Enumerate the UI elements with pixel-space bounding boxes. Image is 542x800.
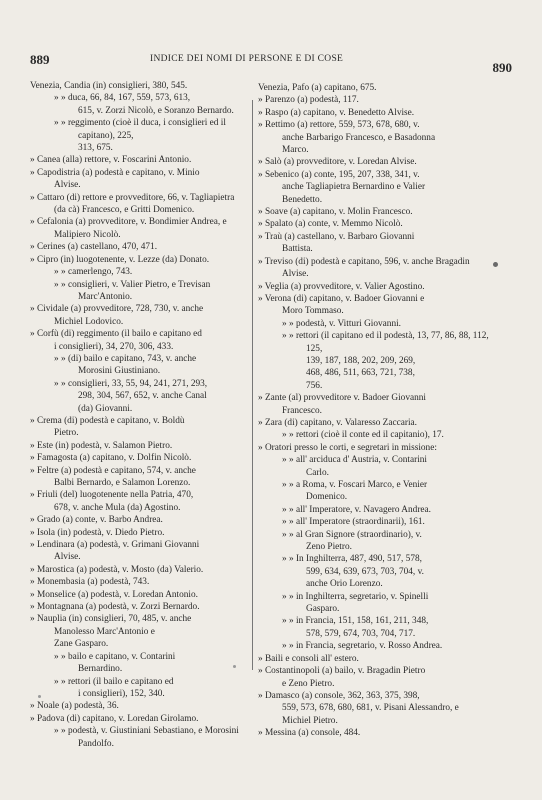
index-entry: » » reggimento (cioè il duca, i consiglieri ed il capitano), 225, 313, 675. <box>54 118 226 154</box>
index-entry: » Damasco (a) console, 362, 363, 375, 398, 559, 573, 678, 680, 681, v. Pisani Alessandro, e Michiel Pietro. <box>258 690 459 726</box>
index-entry: » » all' Imperatore (straordinarii), 161. <box>282 517 425 528</box>
index-entry: » Este (in) podestà, v. Salamon Pietro. <box>30 440 173 451</box>
index-entry: » Cipro (in) luogotenente, v. Lezze (da) Donato. <box>30 254 210 265</box>
index-entry: » Montagnana (a) podestà, v. Zorzi Bernardo. <box>30 602 200 613</box>
paper-speck <box>38 695 41 698</box>
index-entry: » » in Inghilterra, segretario, v. Spinelli Gasparo. <box>282 591 429 615</box>
index-entry: » Raspo (a) capitano, v. Benedetto Alvise. <box>258 107 415 118</box>
index-entry: » Padova (di) capitano, v. Loredan Girolamo. <box>30 713 199 724</box>
index-entry: » » in Francia, segretario, v. Rosso Andrea. <box>282 641 443 652</box>
page-number-right: 890 <box>492 60 512 75</box>
page-header <box>30 52 512 75</box>
index-entry: Venezia, Candia (in) consiglieri, 380, 545. <box>30 81 188 91</box>
index-entry: » Zara (di) capitano, v. Valaresso Zaccaria. <box>258 417 417 428</box>
index-entry: » Friuli (del) luogotenente nella Patria, 470, 678, v. anche Mula (da) Agostino. <box>30 490 194 513</box>
column-divider <box>252 100 253 670</box>
index-entry: » » a Roma, v. Foscari Marco, e Venier Domenico. <box>282 480 428 503</box>
index-entry: » » al Gran Signore (straordinario), v. Zeno Pietro. <box>282 529 422 553</box>
index-entry: » Nauplia (in) consiglieri, 70, 485, v. anche Manolesso Marc'Antonio e Zane Gasparo. <box>30 614 192 650</box>
index-entry: » Rettimo (a) rettore, 559, 573, 678, 680, v. anche Barbarigo Francesco, e Basadonna Marco. <box>258 120 436 156</box>
index-entry: » Spalato (a) conte, v. Memmo Nicolò. <box>258 219 403 230</box>
paper-speck <box>233 665 236 668</box>
index-entry: » Capodistria (a) podestà e capitano, v. Minio Alvise. <box>30 167 200 191</box>
index-entry: » Grado (a) conte, v. Barbo Andrea. <box>30 515 163 526</box>
index-entry: » » consiglieri, 33, 55, 94, 241, 271, 293, 298, 304, 567, 652, v. anche Canal (da) Giovanni. <box>54 378 208 414</box>
index-entry: » Noale (a) podestà, 36. <box>30 701 119 712</box>
index-entry: » » In Inghilterra, 487, 490, 517, 578, 599, 634, 639, 673, 703, 704, v. anche Orio Lorenzo. <box>282 554 424 590</box>
index-entry: » Feltre (a) podestà e capitano, 574, v. anche Balbi Bernardo, e Salamon Lorenzo. <box>30 465 196 488</box>
index-entry: » Oratori presso le corti, e segretari in missione: <box>258 442 437 453</box>
index-entry: » Zante (al) provveditore v. Badoer Giovanni Francesco. <box>258 393 426 416</box>
index-entry: » Cividale (a) provveditore, 728, 730, v. anche Michiel Lodovico. <box>30 304 204 327</box>
index-entry: » » podestà, v. Giustiniani Sebastiano, e Morosini Pandolfo. <box>54 726 239 749</box>
index-entry: Venezia, Pafo (a) capitano, 675. <box>258 83 377 93</box>
right-column <box>258 82 490 740</box>
index-entry: » » podestà, v. Vitturi Giovanni. <box>282 318 401 329</box>
index-entry: » Traù (a) castellano, v. Barbaro Giovanni Battista. <box>258 231 415 255</box>
index-entry: » Corfù (di) reggimento (il bailo e capitano ed i consiglieri), 34, 270, 306, 433. <box>30 329 202 352</box>
index-entry: » » all' Imperatore, v. Navagero Andrea. <box>282 504 431 515</box>
ink-spot <box>493 262 498 267</box>
index-entry: » Sebenico (a) conte, 195, 207, 338, 341, v. anche Tagliapietra Bernardino e Valier Benedetto. <box>258 169 426 205</box>
index-entry: » Monembasia (a) podestà, 743. <box>30 577 150 588</box>
index-entry: » » rettori (il bailo e capitano ed i consiglieri), 152, 340. <box>54 676 174 699</box>
index-entry: » » rettori (il capitano ed il podestà, 13, 77, 86, 88, 112, 125, 139, 187, 188, 202, 209, 269, 468, 486, 511, 663, 721, 738, 756. <box>282 331 489 391</box>
index-entry: » Costantinopoli (a) bailo, v. Bragadin Pietro e Zeno Pietro. <box>258 666 426 689</box>
index-entry: » » bailo e capitano, v. Contarini Bernardino. <box>54 651 176 675</box>
index-entry: » Messina (a) console, 484. <box>258 728 361 739</box>
index-entry: » Canea (alla) rettore, v. Foscarini Antonio. <box>30 155 192 166</box>
index-entry: » » consiglieri, v. Valier Pietro, e Trevisan Marc'Antonio. <box>54 279 211 302</box>
index-entry: » » camerlengo, 743. <box>54 267 133 278</box>
left-column <box>30 80 248 750</box>
index-entry: » » all' arciduca d' Austria, v. Contarini Carlo. <box>282 455 428 478</box>
index-entry: » Lendinara (a) podestà, v. Grimani Giovanni Alvise. <box>30 540 200 563</box>
index-entry: » Famagosta (a) capitano, v. Dolfin Nicolò. <box>30 453 192 464</box>
page-number-left: 889 <box>30 52 50 67</box>
index-entry: » Treviso (di) podestà e capitano, 596, v. anche Bragadin Alvise. <box>258 256 470 280</box>
index-entry: » Verona (di) capitano, v. Badoer Giovanni e Moro Tommaso. <box>258 293 425 317</box>
index-entry: » » rettori (cioè il conte ed il capitanio), 17. <box>282 430 444 441</box>
index-entry: » Soave (a) capitano, v. Molin Francesco. <box>258 207 413 218</box>
index-entry: » Monselice (a) podestà, v. Loredan Antonio. <box>30 589 198 600</box>
index-entry: » Isola (in) podestà, v. Diedo Pietro. <box>30 527 165 538</box>
index-entry: » Cefalonia (a) provveditore, v. Bondimier Andrea, e Malipiero Nicolò. <box>30 217 227 240</box>
index-entry: » » (di) bailo e capitano, 743, v. anche Morosini Giustiniano. <box>54 353 197 377</box>
index-entry: » Baili e consoli all' estero. <box>258 653 359 664</box>
index-entry: » Parenzo (a) podestà, 117. <box>258 95 359 106</box>
running-title: INDICE DEI NOMI DI PERSONE E DI COSE <box>150 54 344 64</box>
index-entry: » Cerines (a) castellano, 470, 471. <box>30 242 158 253</box>
index-entry: » Cattaro (di) rettore e provveditore, 66, v. Tagliapietra (da cà) Francesco, e Gritti Domenico. <box>30 192 235 216</box>
index-entry: » Veglia (a) provveditore, v. Valier Agostino. <box>258 281 425 292</box>
index-entry: » Marostica (a) podestà, v. Mosto (da) Valerio. <box>30 564 204 575</box>
index-entry: » Salò (a) provveditore, v. Loredan Alvise. <box>258 157 417 168</box>
index-entry: » » in Francia, 151, 158, 161, 211, 348, 578, 579, 674, 703, 704, 717. <box>282 616 429 639</box>
index-entry: » Crema (di) podestà e capitano, v. Boldù Pietro. <box>30 415 185 439</box>
index-entry: » » duca, 66, 84, 167, 559, 573, 613, 615, v. Zorzi Nicolò, e Soranzo Bernardo. <box>54 93 234 116</box>
